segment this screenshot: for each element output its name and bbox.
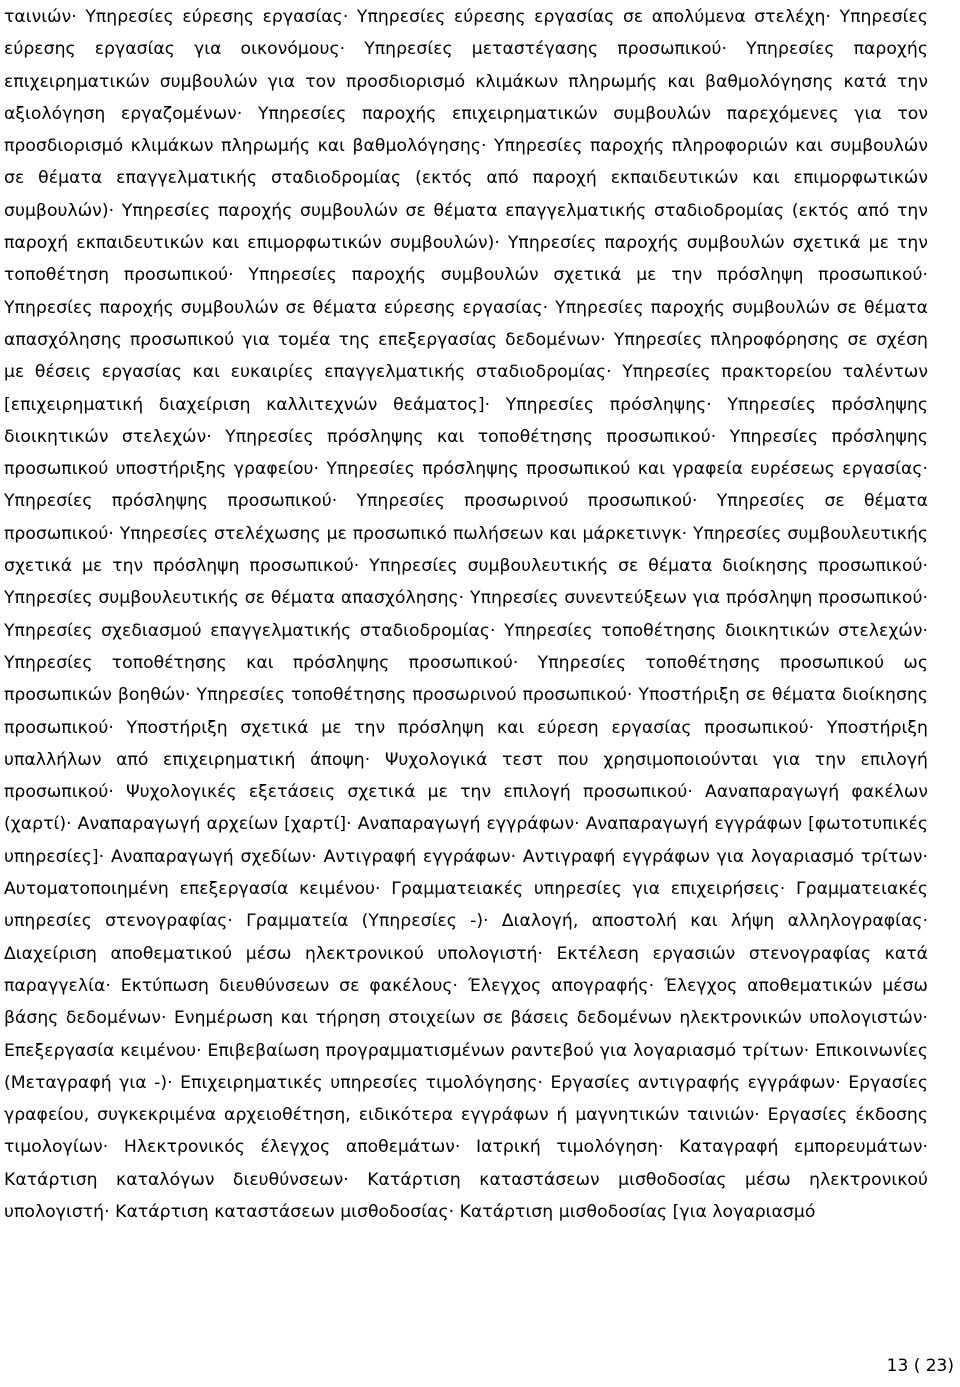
body-text: ταινιών· Υπηρεσίες εύρεσης εργασίας· Υπηρεσίες εύρεσης εργασίας σε απολύμενα στελέχη· Υπηρεσίες εύρεσης εργασίας για οικονόμους· Υπηρεσίες μεταστέγασης προσωπικού· Υπηρεσίες παροχής επιχειρηματικών συμβουλών για τον προσδιορισμό κλιμάκων πληρωμής και βαθμολόγησης κατά την αξιολόγηση εργαζομένων· Υπηρεσίες παροχής επιχειρηματικών συμβουλών παρεχόμενες για τον προσδιορισμό κλιμάκων πληρωμής και βαθμολόγησης· Υπηρεσίες παροχής πληροφοριών και συμβουλών σε θέματα επαγγελματικής σταδιοδρομίας (εκτός από παροχή εκπαιδευτικών και επιμορφωτικών συμβουλών)· Υπηρεσίες παροχής συμβουλών σε θέματα επαγγελματικής σταδιοδρομίας (εκτός από την παροχή εκπαιδευτικών και επιμορφωτικών συμβουλών)· Υπηρεσίες παροχής συμβουλών σχετικά με την τοποθέτηση προσωπικού· Υπηρεσίες παροχής συμβουλών σχετικά με την πρόσληψη προσωπικού· Υπηρεσίες παροχής συμβουλών σε θέματα εύρεσης εργασίας· Υπηρεσίες παροχής συμβουλών σε θέματα απασχόλησης προσωπικού για τομέα της επεξεργασίας δεδομένων· Υπηρεσίες πληροφόρησης σε σχέση με θέσεις εργασίας και ευκαιρίες επαγγελματικής σταδιοδρομίας· Υπηρεσίες πρακτορείου ταλέντων [επιχειρηματική διαχείριση καλλιτεχνών θεάματος]· Υπηρεσίες πρόσληψης· Υπηρεσίες πρόσληψης διοικητικών στελεχών· Υπηρεσίες πρόσληψης και τοποθέτησης προσωπικού· Υπηρεσίες πρόσληψης προσωπικού υποστήριξης γραφείου· Υπηρεσίες πρόσληψης προσωπικού και γραφεία ευρέσεως εργασίας· Υπηρεσίες πρόσληψης προσωπικού· Υπηρεσίες προσωρινού προσωπικού· Υπηρεσίες σε θέματα προσωπικού· Υπηρεσίες στελέχωσης με προσωπικό πωλήσεων και μάρκετινγκ· Υπηρεσίες συμβουλευτικής σχετικά με την πρόσληψη προσωπικού· Υπηρεσίες συμβουλευτικής σε θέματα διοίκησης προσωπικού· Υπηρεσίες συμβουλευτικής σε θέματα απασχόλησης· Υπηρεσίες συνεντεύξεων για πρόσληψη προσωπικού· Υπηρεσίες σχεδιασμού επαγγελματικής σταδιοδρομίας· Υπηρεσίες τοποθέτησης διοικητικών στελεχών· Υπηρεσίες τοποθέτησης και πρόσληψης προσωπικού· Υπηρεσίες τοποθέτησης προσωπικού ως προσωπικών βοηθών· Υπηρεσίες τοποθέτησης προσωρινού προσωπικού· Υποστήριξη σε θέματα διοίκησης προσωπικού· Υποστήριξη σχετικά με την πρόσληψη και εύρεση εργασίας προσωπικού· Υποστήριξη υπαλλήλων από επιχειρηματική άποψη· Ψυχολογικά τεστ που χρησιμοποιούνται για την επιλογή προσωπικού· Ψυχολογικές εξετάσεις σχετικά με την επιλογή προσωπικού· Ααναπαραγωγή φακέλων (χαρτί)· Αναπαραγωγή αρχείων [χαρτί]· Αναπαραγωγή εγγράφων· Αναπαραγωγή εγγράφων [φωτοτυπικές υπηρεσίες]· Αναπαραγωγή σχεδίων· Αντιγραφή εγγράφων· Αντιγραφή εγγράφων για λογαριασμό τρίτων· Αυτοματοποιημένη επεξεργασία κειμένου· Γραμματειακές υπηρεσίες για επιχειρήσεις· Γραμματειακές υπηρεσίες στενογραφίας· Γραμματεία (Υπηρεσίες -)· Διαλογή, αποστολή και λήψη αλληλογραφίας· Διαχείριση αποθεματικού μέσω ηλεκτρονικού υπολογιστή· Εκτέλεση εργασιών στενογραφίας κατά παραγγελία· Εκτύπωση διευθύνσεων σε φακέλους· Έλεγχος απογραφής· Έλεγχος αποθεματικών μέσω βάσης δεδομένων· Ενημέρωση και τήρηση στοιχείων σε βάσεις δεδομένων ηλεκτρονικών υπολογιστών· Επεξεργασία κειμένου· Επιβεβαίωση προγραμματισμένων ραντεβού για λογαριασμό τρίτων· Επικοινωνίες (Μεταγραφή για -)· Επιχειρηματικές υπηρεσίες τιμολόγησης· Εργασίες αντιγραφής εγγράφων· Εργασίες γραφείου, συγκεκριμένα αρχειοθέτηση, ειδικότερα εγγράφων ή μαγνητικών ταινιών· Εργασίες έκδοσης τιμολογίων· Ηλεκτρονικός έλεγχος αποθεμάτων· Ιατρική τιμολόγηση· Καταγραφή εμπορευμάτων· Κατάρτιση καταλόγων διευθύνσεων· Κατάρτιση καταστάσεων μισθοδοσίας μέσω ηλεκτρονικού υπολογιστή· Κατάρτιση καταστάσεων μισθοδοσίας· Κατάρτιση μισθοδοσίας [για λογαριασμό: [4, 7, 928, 1222]
page-number: 13 ( 23): [886, 1356, 954, 1376]
